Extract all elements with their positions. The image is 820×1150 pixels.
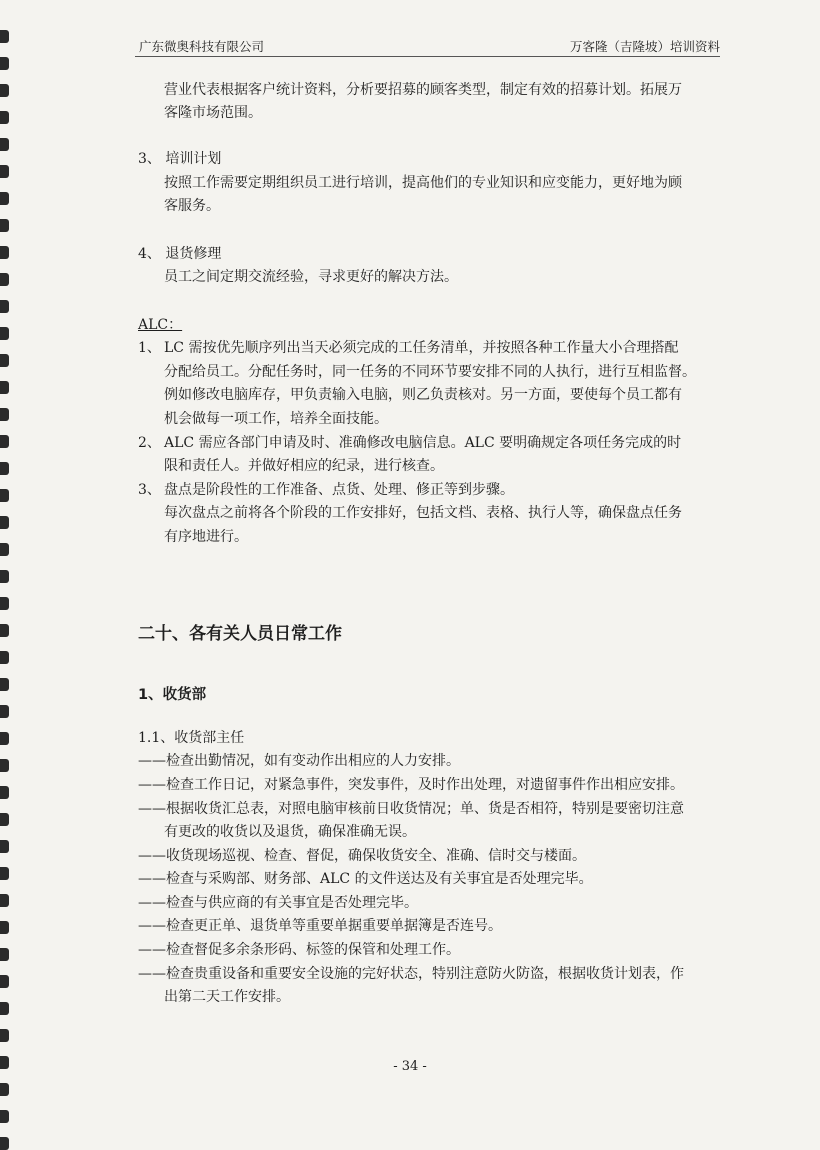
list-item-line: 限和责任人。并做好相应的纪录，进行核查。 [164, 458, 444, 474]
list-number: 2、 [138, 435, 161, 451]
alc-label: ALC： [138, 317, 183, 333]
binding-hole [0, 192, 9, 205]
list-number: 3、 [138, 482, 161, 498]
binding-hole [0, 246, 9, 259]
duty-line: ——检查更正单、退货单等重要单据重要单据簿是否连号。 [138, 918, 502, 934]
binding-hole [0, 489, 9, 502]
binding-hole [0, 354, 9, 367]
binding-hole [0, 327, 9, 340]
binding-hole [0, 543, 9, 556]
paragraph-line: 按照工作需要定期组织员工进行培训，提高他们的专业知识和应变能力，更好地为顾 [164, 175, 682, 191]
paragraph-line: 营业代表根据客户统计资料，分析要招募的顾客类型，制定有效的招募计划。拓展万 [164, 82, 682, 98]
binding-hole [0, 813, 9, 826]
list-item-line: LC 需按优先顺序列出当天必须完成的工任务清单，并按照各种工作量大小合理搭配 [164, 340, 679, 356]
list-item-line: 分配给员工。分配任务时，同一任务的不同环节要安排不同的人执行，进行互相监督。 [164, 364, 696, 380]
binding-hole [0, 462, 9, 475]
list-item-line: 每次盘点之前将各个阶段的工作安排好，包括文档、表格、执行人等，确保盘点任务 [164, 505, 682, 521]
binding-hole [0, 705, 9, 718]
binding-hole [0, 84, 9, 97]
binding-hole [0, 678, 9, 691]
binding-hole [0, 408, 9, 421]
list-item-line: 盘点是阶段性的工作准备、点货、处理、修正等到步骤。 [164, 482, 514, 498]
binding-hole [0, 30, 9, 43]
binding-hole [0, 300, 9, 313]
binding-hole [0, 759, 9, 772]
binding-hole [0, 1137, 9, 1150]
binding-hole [0, 111, 9, 124]
binding-hole [0, 165, 9, 178]
binding-hole [0, 57, 9, 70]
item-heading: 3、 培训计划 [138, 151, 222, 167]
binding-hole [0, 435, 9, 448]
duty-line: ——检查工作日记，对紧急事件，突发事件，及时作出处理，对遗留事件作出相应安排。 [138, 777, 684, 793]
binding-hole [0, 732, 9, 745]
duty-line: ——检查与采购部、财务部、ALC 的文件送达及有关事宜是否处理完毕。 [138, 871, 593, 887]
page-number: - 34 - [393, 1059, 427, 1074]
list-item-line: 例如修改电脑库存，甲负责输入电脑，则乙负责核对。另一方面，要使每个员工都有 [164, 387, 682, 403]
binding-hole [0, 948, 9, 961]
section-heading: 1、收货部 [138, 687, 207, 703]
duty-line: ——根据收货汇总表，对照电脑审核前日收货情况；单、货是否相符，特别是要密切注意 [138, 801, 684, 817]
duty-line: ——检查督促多余条形码、标签的保管和处理工作。 [138, 942, 460, 958]
binding-hole [0, 975, 9, 988]
page-header [135, 36, 720, 57]
company-name: 广东微奥科技有限公司 [139, 39, 265, 54]
binding-hole [0, 786, 9, 799]
binding-hole [0, 624, 9, 637]
binding-hole [0, 570, 9, 583]
list-item-line: 有序地进行。 [164, 529, 248, 545]
subsection-heading: 1.1、收货部主任 [138, 730, 245, 746]
binding-hole [0, 1029, 9, 1042]
paragraph-line: 客隆市场范围。 [164, 105, 262, 121]
duty-line: ——检查出勤情况，如有变动作出相应的人力安排。 [138, 753, 460, 769]
document-title: 万客隆（吉隆坡）培训资料 [569, 39, 720, 54]
duty-line: ——检查与供应商的有关事宜是否处理完毕。 [138, 895, 418, 911]
list-number: 1、 [138, 340, 161, 356]
binding-hole [0, 1002, 9, 1015]
list-item-line: ALC 需应各部门申请及时、准确修改电脑信息。ALC 要明确规定各项任务完成的时 [164, 435, 682, 451]
item-heading: 4、 退货修理 [138, 246, 222, 262]
duty-line: ——检查贵重设备和重要安全设施的完好状态，特别注意防火防盗，根据收货计划表，作 [138, 966, 684, 982]
binding-hole [0, 894, 9, 907]
paragraph-line: 员工之间定期交流经验，寻求更好的解决方法。 [164, 269, 458, 285]
duty-line: ——收货现场巡视、检查、督促，确保收货安全、准确、信时交与楼面。 [138, 848, 586, 864]
binding-hole [0, 381, 9, 394]
binding-hole [0, 1110, 9, 1123]
binding-hole [0, 840, 9, 853]
binding-hole [0, 1083, 9, 1096]
binding-hole [0, 867, 9, 880]
binding-hole [0, 219, 9, 232]
binding-hole [0, 921, 9, 934]
binding-hole [0, 597, 9, 610]
chapter-title: 二十、各有关人员日常工作 [138, 624, 342, 644]
binding-hole [0, 516, 9, 529]
binding-hole [0, 273, 9, 286]
binding-hole [0, 651, 9, 664]
binding-holes [0, 0, 14, 1143]
duty-line: 出第二天工作安排。 [164, 989, 290, 1005]
binding-hole [0, 138, 9, 151]
paragraph-line: 客服务。 [164, 198, 220, 214]
duty-line: 有更改的收货以及退货，确保准确无误。 [164, 824, 416, 840]
list-item-line: 机会做每一项工作，培养全面技能。 [164, 411, 388, 427]
